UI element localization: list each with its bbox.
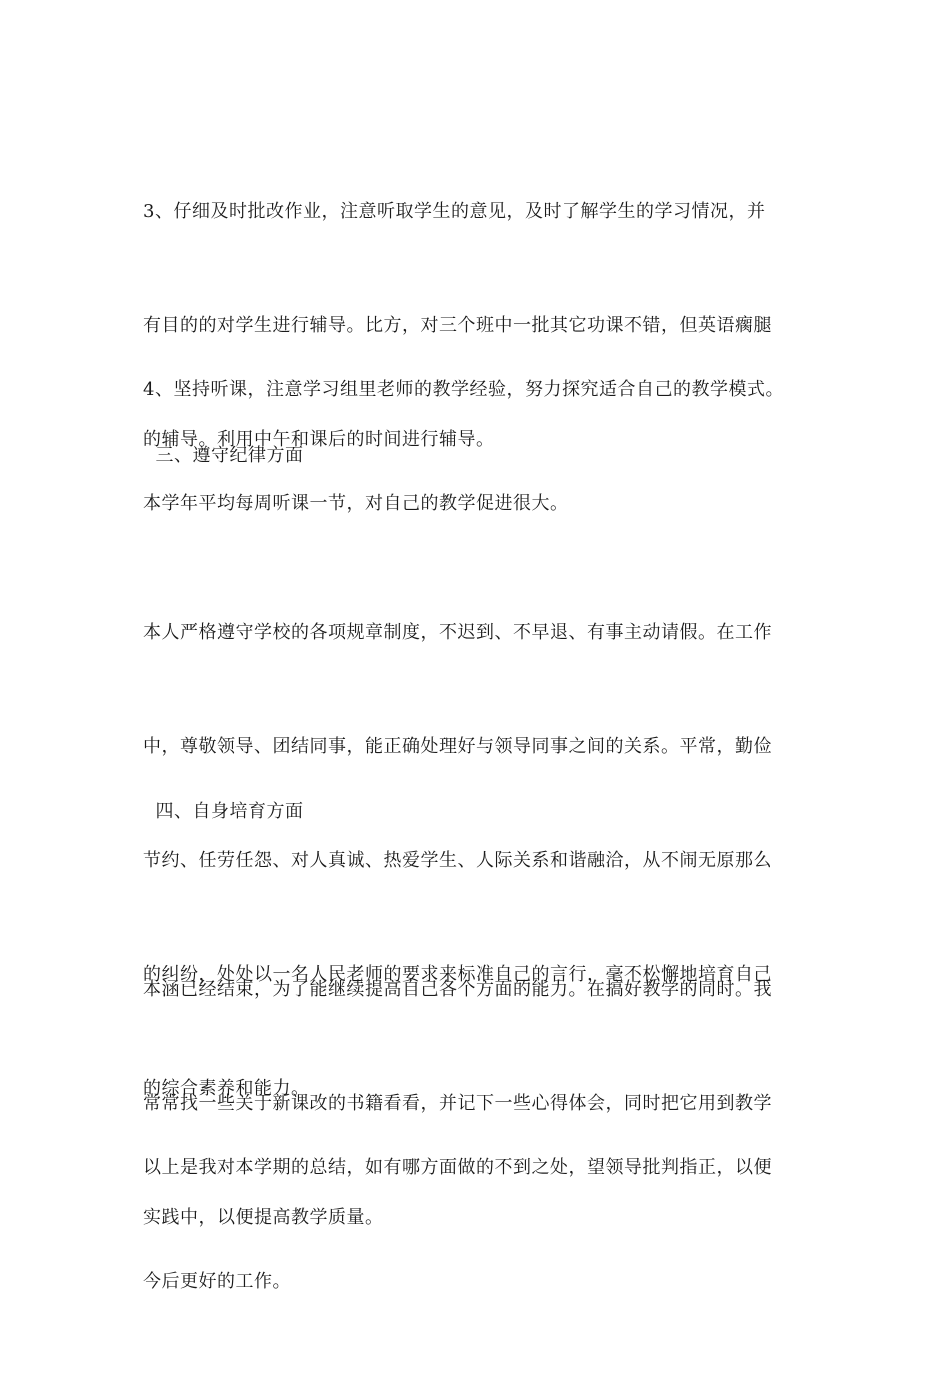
text-line: 本人严格遵守学校的各项规章制度，不迟到、不早退、有事主动请假。在工作: [143, 622, 772, 643]
text-line: 有目的的对学生进行辅导。比方，对三个班中一批其它功课不错，但英语瘸腿: [143, 315, 772, 336]
paragraph-conclusion: [143, 1073, 811, 1377]
section-heading-self-development: 四、自身培育方面: [143, 801, 304, 822]
text-line: 本涵已经结束，为了能继续提高自己各个方面的能力。在搞好教学的同时。我: [143, 979, 772, 1000]
text-line: 本学年平均每周听课一节，对自己的教学促进很大。: [143, 493, 569, 514]
text-line: 常常找一些关于新课改的书籍看看，并记下一些心得体会，同时把它用到教学: [143, 1093, 772, 1114]
text-line: 的综合素养和能力。: [143, 1078, 310, 1099]
section-heading-discipline: 三、遵守纪律方面: [143, 445, 304, 466]
text-line: 的纠纷，处处以一名人民老师的要求来标准自己的言行，毫不松懈地培育自己: [143, 964, 772, 985]
text-line: 中，尊敬领导、团结同事，能正确处理好与领导同事之间的关系。平常，勤俭: [143, 736, 772, 757]
text-line: 以上是我对本学期的总结，如有哪方面做的不到之处，望领导批判指正，以便: [143, 1157, 772, 1178]
text-line: 节约、任劳任怨、对人真诚、热爱学生、人际关系和谐融洽，从不闹无原那么: [143, 850, 772, 871]
text-line: 4、坚持听课，注意学习组里老师的教学经验，努力探究适合自己的教学模式。: [143, 379, 784, 400]
text-line: 3、仔细及时批改作业，注意听取学生的意见，及时了解学生的学习情况，并: [143, 201, 766, 222]
text-line: 今后更好的工作。: [143, 1271, 291, 1292]
text-line: 的辅导。利用中午和课后的时间进行辅导。: [143, 429, 495, 450]
text-line: 实践中，以便提高教学质量。: [143, 1207, 384, 1228]
